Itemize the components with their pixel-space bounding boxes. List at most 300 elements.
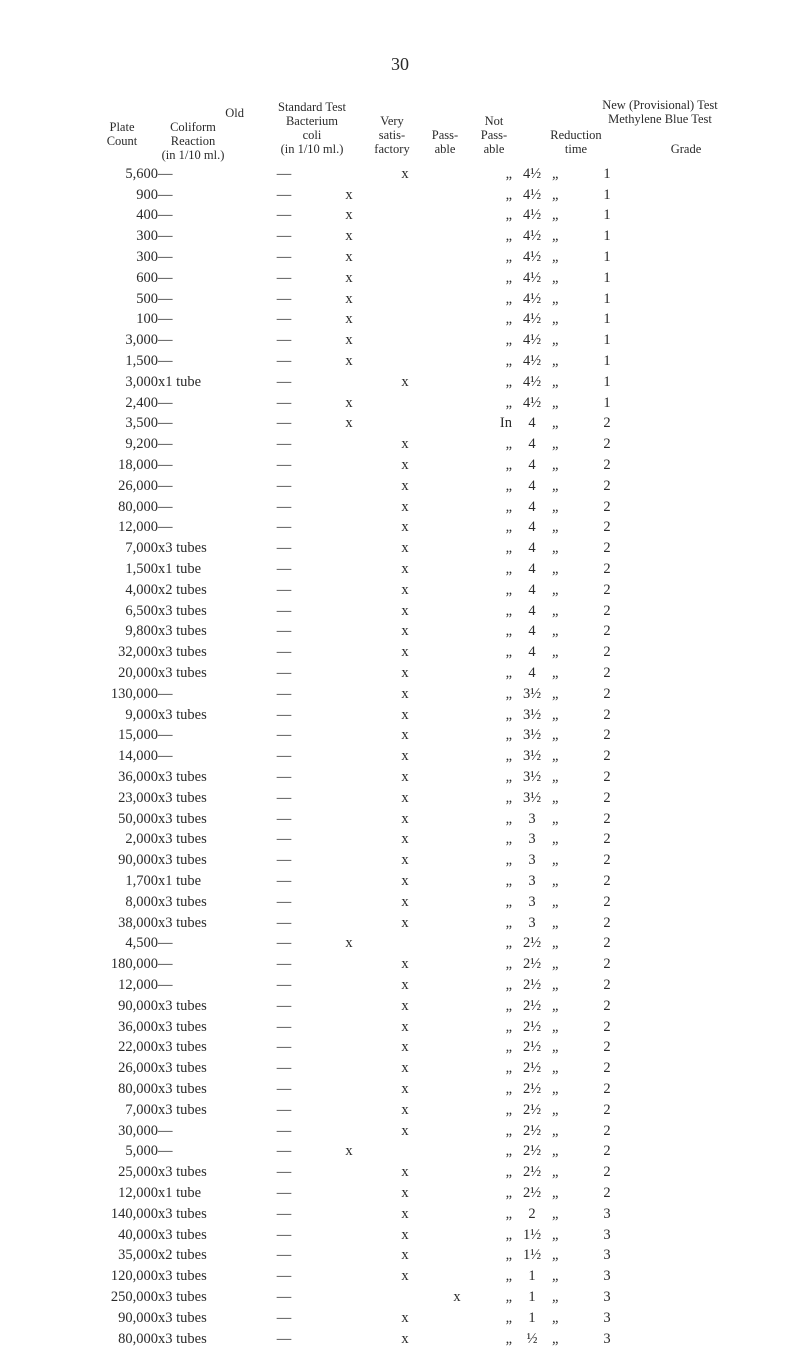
standard-test-cell: — xyxy=(276,1039,292,1056)
coliform-cell: — xyxy=(158,748,173,765)
reduction-suffix-cell: „ xyxy=(552,498,559,515)
passable-cell: x xyxy=(401,498,409,515)
standard-test-cell: — xyxy=(276,519,292,536)
grade-cell: 2 xyxy=(603,623,611,640)
reduction-time-cell: 4½ xyxy=(522,373,542,390)
not-passable-cell xyxy=(432,206,482,227)
coliform-cell: — xyxy=(158,415,173,432)
reduction-suffix-cell: „ xyxy=(552,685,559,702)
reduction-prefix-cell: „ xyxy=(505,997,512,1014)
very-satisfactory-cell xyxy=(320,497,378,518)
coliform-cell: x3 tubes xyxy=(158,1039,207,1056)
grade-cell: 2 xyxy=(603,477,611,494)
passable-cell: x xyxy=(401,644,409,661)
reduction-time-cell: 2½ xyxy=(522,1080,542,1097)
not-passable-cell xyxy=(432,1141,482,1162)
passable-cell: x xyxy=(401,457,409,474)
very-satisfactory-cell: x xyxy=(345,311,353,328)
grade-cell: 2 xyxy=(603,581,611,598)
table-row xyxy=(70,518,632,539)
standard-test-cell: — xyxy=(276,353,292,370)
grade-cell: 2 xyxy=(603,665,611,682)
passable-cell: x xyxy=(401,872,409,889)
reduction-suffix-cell: „ xyxy=(552,394,559,411)
not-passable-cell xyxy=(432,372,482,393)
reduction-prefix-cell: „ xyxy=(505,769,512,785)
plate-count-cell: 12,000 xyxy=(118,976,158,993)
reduction-suffix-cell: „ xyxy=(552,935,559,952)
grade-cell: 2 xyxy=(603,852,611,869)
very-satisfactory-cell xyxy=(320,1183,378,1204)
not-passable-cell xyxy=(432,164,482,185)
coliform-cell: x1 tube xyxy=(158,373,202,390)
not-passable-cell xyxy=(432,892,482,913)
plate-count-cell: 20,000 xyxy=(118,665,158,682)
reduction-prefix-cell: „ xyxy=(505,457,512,474)
table-row xyxy=(70,226,632,247)
reduction-prefix-cell: „ xyxy=(505,665,512,682)
grade-cell: 2 xyxy=(603,789,611,806)
coliform-cell: x3 tubes xyxy=(158,1101,207,1118)
passable-cell: x xyxy=(401,1309,409,1326)
plate-count-cell: 3,000 xyxy=(125,332,158,349)
coliform-cell: x3 tubes xyxy=(158,602,207,619)
standard-test-cell: — xyxy=(276,249,292,266)
coliform-cell: x3 tubes xyxy=(158,1164,207,1181)
passable-cell: x xyxy=(401,789,409,806)
plate-count-cell: 300 xyxy=(136,228,158,245)
reduction-suffix-cell: „ xyxy=(552,436,559,453)
standard-test-cell: — xyxy=(276,1247,292,1264)
standard-test-cell: — xyxy=(276,477,292,494)
table-row xyxy=(70,1329,632,1349)
grade-cell: 2 xyxy=(603,1122,611,1139)
reduction-suffix-cell: „ xyxy=(552,1018,559,1035)
plate-count-cell: 12,000 xyxy=(118,519,158,536)
not-passable-cell xyxy=(432,580,482,601)
reduction-prefix-cell: „ xyxy=(505,311,512,328)
not-passable-cell xyxy=(432,518,482,539)
coliform-cell: — xyxy=(158,207,173,224)
reduction-prefix-cell: „ xyxy=(505,1080,512,1097)
very-satisfactory-cell xyxy=(320,788,378,809)
reduction-prefix-cell: „ xyxy=(505,1330,512,1347)
reduction-prefix-cell: „ xyxy=(505,207,512,224)
not-passable-cell xyxy=(432,642,482,663)
grade-cell: 2 xyxy=(603,956,611,973)
not-passable-cell xyxy=(432,434,482,455)
standard-test-cell: — xyxy=(276,1122,292,1139)
reduction-time-cell: 4½ xyxy=(522,353,542,370)
not-passable-cell xyxy=(432,1058,482,1079)
header-reduction-time: Reduction time xyxy=(550,128,602,156)
results-table-body xyxy=(70,164,632,1349)
table-header xyxy=(0,90,800,162)
standard-test-cell: — xyxy=(276,540,292,557)
table-row xyxy=(70,830,632,851)
grade-cell: 1 xyxy=(603,290,611,307)
very-satisfactory-cell xyxy=(320,1266,378,1287)
grade-cell: 3 xyxy=(603,1226,611,1243)
not-passable-cell xyxy=(432,1183,482,1204)
reduction-prefix-cell: „ xyxy=(505,498,512,515)
reduction-suffix-cell: „ xyxy=(552,1101,559,1118)
reduction-time-cell: 2½ xyxy=(522,1101,542,1118)
very-satisfactory-cell xyxy=(320,1058,378,1079)
reduction-prefix-cell: „ xyxy=(505,1309,512,1326)
very-satisfactory-cell xyxy=(320,871,378,892)
table-row xyxy=(70,310,632,331)
reduction-suffix-cell: „ xyxy=(552,956,559,973)
grade-cell: 1 xyxy=(603,373,611,390)
coliform-cell: x3 tubes xyxy=(158,540,207,557)
reduction-prefix-cell: „ xyxy=(505,602,512,619)
not-passable-cell xyxy=(432,393,482,414)
coliform-cell: — xyxy=(158,685,173,702)
plate-count-cell: 1,500 xyxy=(125,561,158,578)
reduction-time-cell: 4½ xyxy=(522,332,542,349)
standard-test-cell: — xyxy=(276,997,292,1014)
reduction-suffix-cell: „ xyxy=(552,1288,559,1305)
very-satisfactory-cell xyxy=(320,975,378,996)
table-row xyxy=(70,892,632,913)
very-satisfactory-cell xyxy=(320,1204,378,1225)
passable-cell: x xyxy=(401,1018,409,1035)
passable-cell: x xyxy=(401,685,409,702)
reduction-suffix-cell: „ xyxy=(552,561,559,578)
reduction-prefix-cell: „ xyxy=(505,623,512,640)
reduction-suffix-cell: „ xyxy=(552,207,559,224)
reduction-suffix-cell: „ xyxy=(552,540,559,557)
plate-count-cell: 26,000 xyxy=(118,477,158,494)
grade-cell: 2 xyxy=(603,748,611,765)
not-passable-cell xyxy=(432,788,482,809)
reduction-time-cell: 4½ xyxy=(522,311,542,328)
very-satisfactory-cell xyxy=(320,1079,378,1100)
table-row xyxy=(70,913,632,934)
header-new-test: New (Provisional) Test Methylene Blue Test xyxy=(602,98,718,126)
reduction-suffix-cell: „ xyxy=(552,810,559,827)
grade-cell: 2 xyxy=(603,519,611,536)
reduction-time-cell: 3½ xyxy=(522,769,542,785)
reduction-suffix-cell: „ xyxy=(552,457,559,474)
passable-cell: x xyxy=(401,831,409,848)
table-row xyxy=(70,372,632,393)
passable-cell: x xyxy=(401,1205,409,1222)
plate-count-cell: 130,000 xyxy=(110,685,158,702)
not-passable-cell xyxy=(432,622,482,643)
coliform-cell: — xyxy=(158,332,173,349)
reduction-time-cell: 3½ xyxy=(522,748,542,765)
not-passable-cell xyxy=(432,663,482,684)
table-row xyxy=(70,414,632,435)
table-row xyxy=(70,1183,632,1204)
grade-cell: 2 xyxy=(603,1101,611,1118)
reduction-suffix-cell: „ xyxy=(552,269,559,286)
reduction-suffix-cell: „ xyxy=(552,415,559,432)
grade-cell: 1 xyxy=(603,269,611,286)
not-passable-cell xyxy=(432,933,482,954)
table-row xyxy=(70,642,632,663)
not-passable-cell xyxy=(432,746,482,767)
coliform-cell: — xyxy=(158,186,173,203)
passable-cell: x xyxy=(401,665,409,682)
grade-cell: 3 xyxy=(603,1288,611,1305)
not-passable-cell xyxy=(432,289,482,310)
very-satisfactory-cell xyxy=(320,1329,378,1349)
reduction-suffix-cell: „ xyxy=(552,373,559,390)
reduction-suffix-cell: „ xyxy=(552,1309,559,1326)
reduction-prefix-cell: „ xyxy=(505,1039,512,1056)
grade-cell: 2 xyxy=(603,1039,611,1056)
table-row xyxy=(70,726,632,747)
table-row xyxy=(70,622,632,643)
reduction-time-cell: 4 xyxy=(528,498,536,515)
very-satisfactory-cell: x xyxy=(345,415,353,432)
reduction-prefix-cell: „ xyxy=(505,353,512,370)
plate-count-cell: 12,000 xyxy=(118,1184,158,1201)
passable-cell: x xyxy=(401,1122,409,1139)
standard-test-cell: — xyxy=(276,561,292,578)
results-table xyxy=(70,164,632,1349)
table-row xyxy=(70,580,632,601)
grade-cell: 2 xyxy=(603,436,611,453)
coliform-cell: x3 tubes xyxy=(158,769,207,785)
table-row xyxy=(70,1037,632,1058)
standard-test-cell: — xyxy=(276,457,292,474)
not-passable-cell xyxy=(432,871,482,892)
very-satisfactory-cell xyxy=(320,538,378,559)
passable-cell: x xyxy=(401,852,409,869)
reduction-time-cell: 1 xyxy=(528,1288,536,1305)
standard-test-cell: — xyxy=(276,1164,292,1181)
standard-test-cell: — xyxy=(276,581,292,598)
table-row xyxy=(70,206,632,227)
reduction-prefix-cell: „ xyxy=(505,1060,512,1077)
reduction-time-cell: 4 xyxy=(528,561,536,578)
plate-count-cell: 500 xyxy=(136,290,158,307)
reduction-prefix-cell: „ xyxy=(505,394,512,411)
reduction-prefix-cell: „ xyxy=(505,269,512,286)
reduction-prefix-cell: „ xyxy=(505,1164,512,1181)
plate-count-cell: 9,200 xyxy=(125,436,158,453)
reduction-prefix-cell: „ xyxy=(505,228,512,245)
reduction-time-cell: 3 xyxy=(528,831,536,848)
table-row xyxy=(70,1121,632,1142)
plate-count-cell: 40,000 xyxy=(118,1226,158,1243)
not-passable-cell xyxy=(432,497,482,518)
table-row xyxy=(70,1141,632,1162)
not-passable-cell xyxy=(432,310,482,331)
plate-count-cell: 7,000 xyxy=(125,1101,158,1118)
reduction-suffix-cell: „ xyxy=(552,477,559,494)
very-satisfactory-cell xyxy=(320,580,378,601)
reduction-prefix-cell: „ xyxy=(505,1205,512,1222)
reduction-time-cell: 2½ xyxy=(522,1164,542,1181)
table-row xyxy=(70,975,632,996)
reduction-prefix-cell: „ xyxy=(505,249,512,266)
coliform-cell: x3 tubes xyxy=(158,1288,207,1305)
coliform-cell: x3 tubes xyxy=(158,1268,207,1285)
coliform-cell: x3 tubes xyxy=(158,1205,207,1222)
reduction-time-cell: 2½ xyxy=(522,1018,542,1035)
standard-test-cell: — xyxy=(276,935,292,952)
table-row xyxy=(70,1100,632,1121)
coliform-cell: x3 tubes xyxy=(158,1080,207,1097)
coliform-cell: x3 tubes xyxy=(158,1060,207,1077)
passable-cell xyxy=(378,393,432,414)
reduction-suffix-cell: „ xyxy=(552,353,559,370)
table-row xyxy=(70,933,632,954)
very-satisfactory-cell: x xyxy=(345,935,353,952)
plate-count-cell: 300 xyxy=(136,249,158,266)
plate-count-cell: 14,000 xyxy=(118,748,158,765)
table-row xyxy=(70,185,632,206)
grade-cell: 2 xyxy=(603,872,611,889)
not-passable-cell xyxy=(432,809,482,830)
standard-test-cell: — xyxy=(276,644,292,661)
very-satisfactory-cell xyxy=(320,746,378,767)
standard-test-cell: — xyxy=(276,1060,292,1077)
not-passable-cell xyxy=(432,913,482,934)
coliform-cell: — xyxy=(158,727,173,744)
reduction-time-cell: 3 xyxy=(528,852,536,869)
very-satisfactory-cell xyxy=(320,434,378,455)
not-passable-cell xyxy=(432,455,482,476)
reduction-suffix-cell: „ xyxy=(552,1122,559,1139)
plate-count-cell: 4,000 xyxy=(125,581,158,598)
very-satisfactory-cell xyxy=(320,892,378,913)
standard-test-cell: — xyxy=(276,1018,292,1035)
reduction-time-cell: 4 xyxy=(528,623,536,640)
coliform-cell: — xyxy=(158,353,173,370)
passable-cell xyxy=(378,933,432,954)
not-passable-cell xyxy=(432,1079,482,1100)
plate-count-cell: 15,000 xyxy=(118,727,158,744)
coliform-cell: x3 tubes xyxy=(158,706,207,723)
grade-cell: 2 xyxy=(603,498,611,515)
table-row xyxy=(70,1266,632,1287)
table-row xyxy=(70,996,632,1017)
standard-test-cell: — xyxy=(276,311,292,328)
standard-test-cell: — xyxy=(276,1309,292,1326)
passable-cell xyxy=(378,351,432,372)
grade-cell: 2 xyxy=(603,831,611,848)
very-satisfactory-cell xyxy=(320,1017,378,1038)
not-passable-cell xyxy=(432,726,482,747)
not-passable-cell xyxy=(432,601,482,622)
very-satisfactory-cell: x xyxy=(345,353,353,370)
reduction-suffix-cell: „ xyxy=(552,769,559,785)
table-row xyxy=(70,788,632,809)
passable-cell: x xyxy=(401,976,409,993)
passable-cell xyxy=(378,247,432,268)
standard-test-cell: — xyxy=(276,810,292,827)
reduction-time-cell: 1½ xyxy=(522,1247,542,1264)
plate-count-cell: 35,000 xyxy=(118,1247,158,1264)
reduction-time-cell: 2½ xyxy=(522,976,542,993)
coliform-cell: — xyxy=(158,935,173,952)
passable-cell: x xyxy=(401,1060,409,1077)
coliform-cell: x1 tube xyxy=(158,561,202,578)
plate-count-cell: 90,000 xyxy=(118,852,158,869)
standard-test-cell: — xyxy=(276,852,292,869)
grade-cell: 1 xyxy=(603,394,611,411)
table-row xyxy=(70,1058,632,1079)
reduction-suffix-cell: „ xyxy=(552,852,559,869)
reduction-suffix-cell: „ xyxy=(552,1143,559,1160)
not-passable-cell xyxy=(432,1329,482,1349)
table-row xyxy=(70,1308,632,1329)
coliform-cell: — xyxy=(158,269,173,286)
grade-cell: 1 xyxy=(603,249,611,266)
reduction-time-cell: 3½ xyxy=(522,685,542,702)
reduction-time-cell: 2½ xyxy=(522,1060,542,1077)
grade-cell: 2 xyxy=(603,727,611,744)
passable-cell: x xyxy=(401,810,409,827)
reduction-time-cell: 3½ xyxy=(522,789,542,806)
passable-cell: x xyxy=(401,727,409,744)
reduction-suffix-cell: „ xyxy=(552,1080,559,1097)
reduction-time-cell: 4½ xyxy=(522,290,542,307)
grade-cell: 2 xyxy=(603,685,611,702)
passable-cell: x xyxy=(401,519,409,536)
plate-count-cell: 18,000 xyxy=(118,457,158,474)
grade-cell: 2 xyxy=(603,1164,611,1181)
reduction-time-cell: 4½ xyxy=(522,165,542,182)
not-passable-cell xyxy=(432,414,482,435)
coliform-cell: — xyxy=(158,457,173,474)
table-row xyxy=(70,1017,632,1038)
plate-count-cell: 36,000 xyxy=(118,769,158,785)
plate-count-cell: 80,000 xyxy=(118,1330,158,1347)
coliform-cell: — xyxy=(158,1143,173,1160)
table-row xyxy=(70,164,632,185)
passable-cell: x xyxy=(401,1268,409,1285)
passable-cell xyxy=(378,1141,432,1162)
passable-cell xyxy=(378,289,432,310)
grade-cell: 1 xyxy=(603,332,611,349)
passable-cell: x xyxy=(401,165,409,182)
plate-count-cell: 26,000 xyxy=(118,1060,158,1077)
table-row xyxy=(70,663,632,684)
grade-cell: 2 xyxy=(603,1080,611,1097)
standard-test-cell: — xyxy=(276,373,292,390)
coliform-cell: — xyxy=(158,976,173,993)
passable-cell: x xyxy=(401,1184,409,1201)
coliform-cell: — xyxy=(158,249,173,266)
grade-cell: 3 xyxy=(603,1330,611,1347)
coliform-cell: x2 tubes xyxy=(158,581,207,598)
reduction-suffix-cell: „ xyxy=(552,976,559,993)
not-passable-cell xyxy=(432,1121,482,1142)
plate-count-cell: 9,800 xyxy=(125,623,158,640)
very-satisfactory-cell xyxy=(320,954,378,975)
plate-count-cell: 1,700 xyxy=(125,872,158,889)
standard-test-cell: — xyxy=(276,893,292,910)
reduction-prefix-cell: „ xyxy=(505,1247,512,1264)
coliform-cell: x3 tubes xyxy=(158,810,207,827)
reduction-prefix-cell: „ xyxy=(505,935,512,952)
standard-test-cell: — xyxy=(276,789,292,806)
reduction-suffix-cell: „ xyxy=(552,1226,559,1243)
coliform-cell: — xyxy=(158,498,173,515)
passable-cell: x xyxy=(401,1330,409,1347)
not-passable-cell xyxy=(432,1100,482,1121)
reduction-time-cell: 2½ xyxy=(522,1039,542,1056)
reduction-prefix-cell: „ xyxy=(505,1018,512,1035)
plate-count-cell: 23,000 xyxy=(118,789,158,806)
